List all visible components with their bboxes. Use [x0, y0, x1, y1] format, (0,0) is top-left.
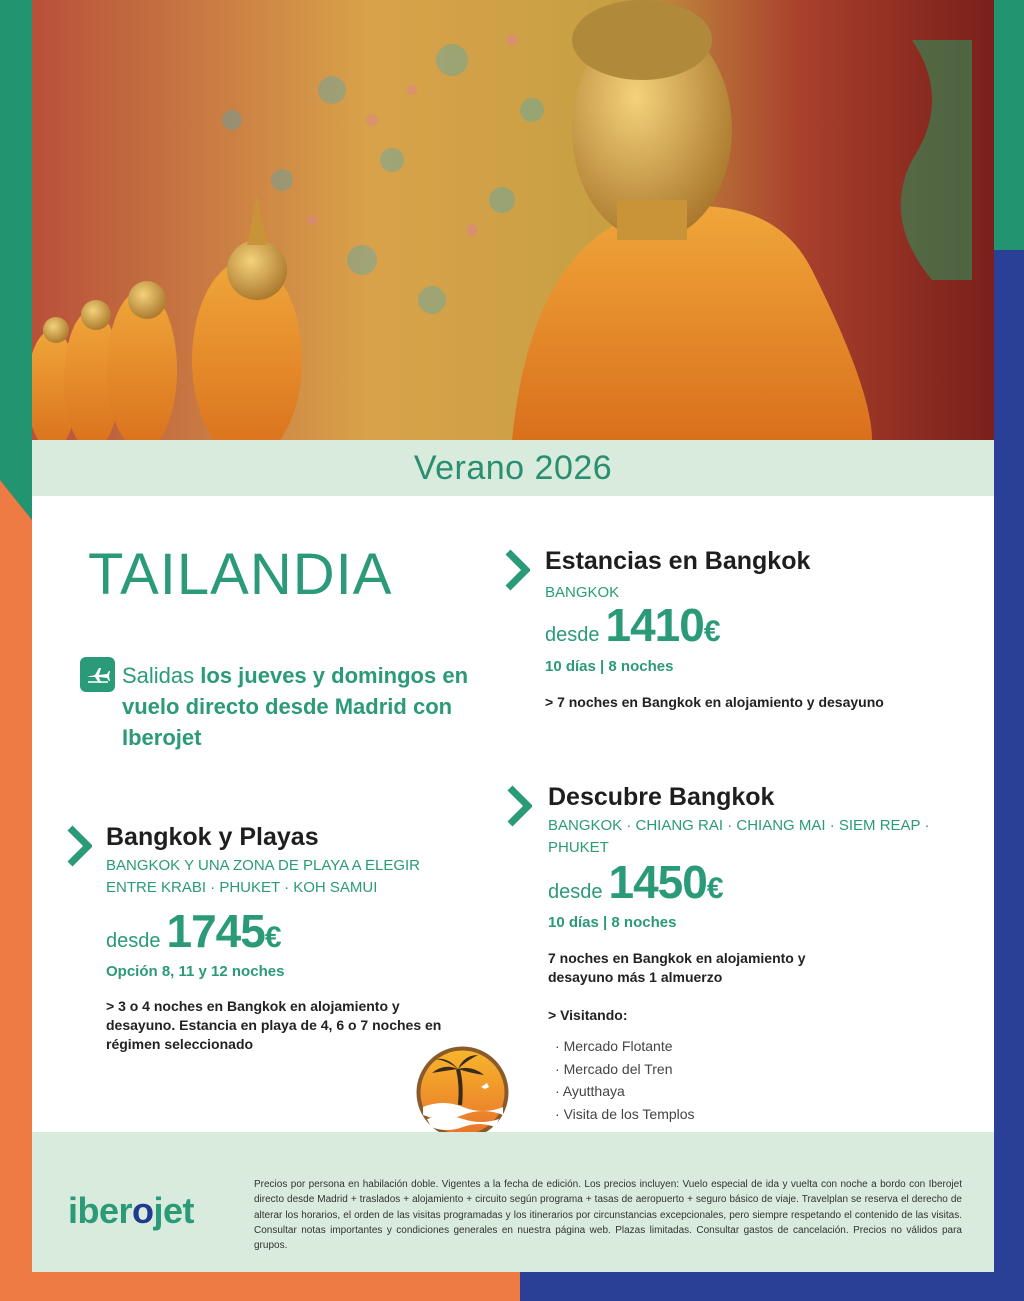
season-band [32, 440, 994, 496]
package-desc-descubre: 7 noches en Bangkok en alojamiento y desayuno más 1 almuerzo [548, 950, 806, 985]
list-item: · Mercado del Tren [555, 1058, 695, 1081]
fine-print: Precios por persona en habilación doble. Vigentes a la fecha de edición. Los precios incluyen: Vuelo especial de ida y vuelta con noche a bordo con Iberojet directo desde Madrid + traslados + alojamiento + circuito según programa + tasas de aeropuerto + seguro básico de viaje. Travelplan se reserva el derecho de alterar los horarios, el orden de las visitas programadas y los itinerarios por circunstancias excepcionales, pero siempre respetando el contenido de las visitas. Consultar notas importantes y condiciones generales en nuestra página web. Plazas limitadas. Consultar gastos de cancelación. Precios no válidos para grupos. [254, 1179, 962, 1252]
package-route-estancias: BANGKOK [545, 584, 620, 601]
price-currency: € [264, 921, 282, 954]
package-title-estancias: Estancias en Bangkok [545, 547, 811, 575]
package-route-descubre: BANGKOK · CHIANG RAI · CHIANG MAI · SIEM REAP · PHUKET [548, 817, 930, 856]
price-from-label: desde [548, 881, 603, 903]
package-price-playas [106, 904, 282, 958]
chevron-right-icon [504, 548, 530, 592]
destination-title: TAILANDIA [88, 542, 393, 607]
visits-label: > Visitando: [548, 1007, 628, 1023]
package-route-playas: BANGKOK Y UNA ZONA DE PLAYA A ELEGIR ENTRE KRABI · PHUKET · KOH SAMUI [106, 857, 421, 896]
package-price-estancias [545, 598, 721, 652]
package-duration-playas: Opción 8, 11 y 12 noches [106, 963, 285, 980]
agency-logo [415, 1045, 510, 1140]
list-item: · Ayutthaya [555, 1080, 695, 1103]
brand-part: o [132, 1190, 154, 1231]
package-duration-descubre: 10 días | 8 noches [548, 914, 677, 931]
price-amount: 1450 [608, 856, 707, 908]
price-amount: 1745 [166, 905, 265, 957]
package-desc-playas: > 3 o 4 noches en Bangkok en alojamiento y desayuno. Estancia en playa de 4, 6 o 7 noches en régimen seleccionado [106, 998, 442, 1052]
package-desc-estancias: > 7 noches en Bangkok en alojamiento y desayuno [545, 694, 884, 710]
list-item: · Visita de los Templos [555, 1103, 695, 1126]
price-from-label: desde [545, 624, 600, 646]
hero-photo [32, 0, 994, 440]
departures-text [122, 660, 482, 753]
iberojet-logo [68, 1190, 194, 1232]
package-price-descubre [548, 855, 724, 909]
chevron-right-icon [506, 784, 532, 828]
package-title-playas: Bangkok y Playas [106, 823, 319, 851]
price-currency: € [706, 872, 724, 905]
chevron-right-icon [66, 824, 92, 868]
departures-days: los jueves y domingos en vuelo directo desde Madrid con Iberojet [122, 663, 469, 750]
season-title: Verano 2026 [413, 448, 613, 487]
airplane-icon [80, 657, 115, 692]
price-from-label: desde [106, 930, 161, 952]
visits-list [555, 1035, 695, 1125]
price-currency: € [703, 615, 721, 648]
brand-part: iber [68, 1190, 133, 1231]
list-item: · Mercado Flotante [555, 1035, 695, 1058]
package-duration-estancias: 10 días | 8 noches [545, 658, 674, 675]
price-amount: 1410 [605, 599, 704, 651]
departures-intro: Salidas [122, 663, 195, 688]
brand-part: jet [153, 1190, 195, 1231]
package-title-descubre: Descubre Bangkok [548, 783, 775, 811]
